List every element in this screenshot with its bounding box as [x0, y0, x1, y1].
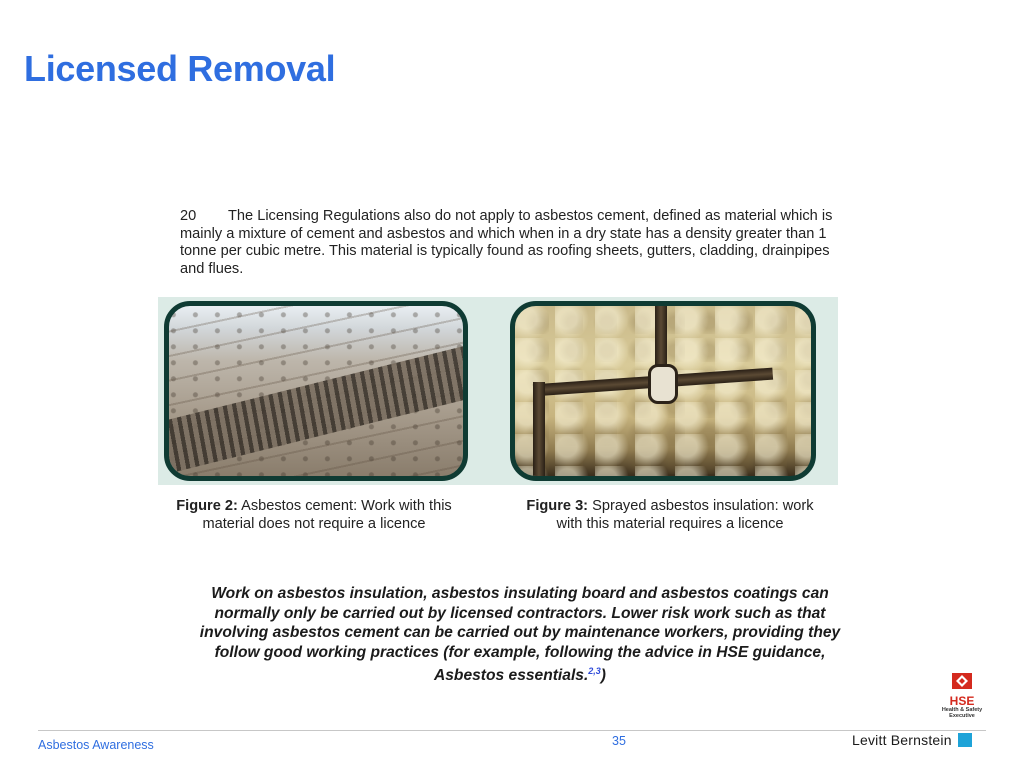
roof-ridge-detail — [164, 344, 468, 476]
pipe-clamp — [648, 364, 678, 404]
figure-2-text: Asbestos cement: Work with this material does not require a licence — [202, 498, 452, 532]
figure-3-text: Sprayed asbestos insulation: work with this material requires a licence — [556, 498, 814, 532]
footer-divider — [38, 730, 986, 731]
paragraph-text: The Licensing Regulations also do not apply to asbestos cement, defined as material which is mainly a mixture of cement and asbestos and which when in a dry state has a density greater than 1 tonne per cubic metre. This material is typically found as roofing sheets, gutters, cladding, drainpipes and flues. — [180, 208, 833, 277]
asbestos-cement-roof-photo — [164, 301, 468, 481]
hse-logo — [936, 672, 988, 722]
figure-2-label: Figure 2: — [176, 498, 238, 514]
figure-2-caption — [164, 497, 464, 533]
pipe-down — [533, 382, 545, 481]
page-number: 35 — [612, 734, 626, 748]
document-excerpt — [158, 205, 838, 555]
hse-subtitle-line1: Health & Safety — [941, 707, 983, 713]
brand-name: Levitt Bernstein — [852, 732, 952, 748]
figure-3-label: Figure 3: — [526, 498, 589, 514]
note-close: ) — [600, 667, 606, 684]
footer-presentation-title: Asbestos Awareness — [38, 738, 154, 752]
excerpt-paragraph — [180, 208, 840, 278]
figure-3-caption — [520, 497, 820, 533]
hse-emblem-icon — [951, 672, 973, 690]
note-text: Work on asbestos insulation, asbestos insulating board and asbestos coatings can normally only be carried out by licensed contractors. Lower risk work such as that involving asbestos cement can be carried out by maintenance workers, providing they follow good working practices (for example, following the advice in HSE guidance, Asbestos essentials. — [199, 585, 841, 684]
brand-square-icon — [958, 733, 972, 747]
levitt-bernstein-logo — [852, 732, 972, 748]
slide-title: Licensed Removal — [24, 48, 336, 89]
hse-wordmark: HSE — [949, 694, 975, 708]
photo-band — [158, 297, 838, 485]
sprayed-asbestos-insulation-photo — [510, 301, 816, 481]
paragraph-number: 20 — [180, 208, 197, 224]
licensing-note — [180, 584, 860, 686]
hse-subtitle-line2: Executive — [949, 713, 975, 719]
note-reference: 2,3 — [588, 666, 601, 676]
